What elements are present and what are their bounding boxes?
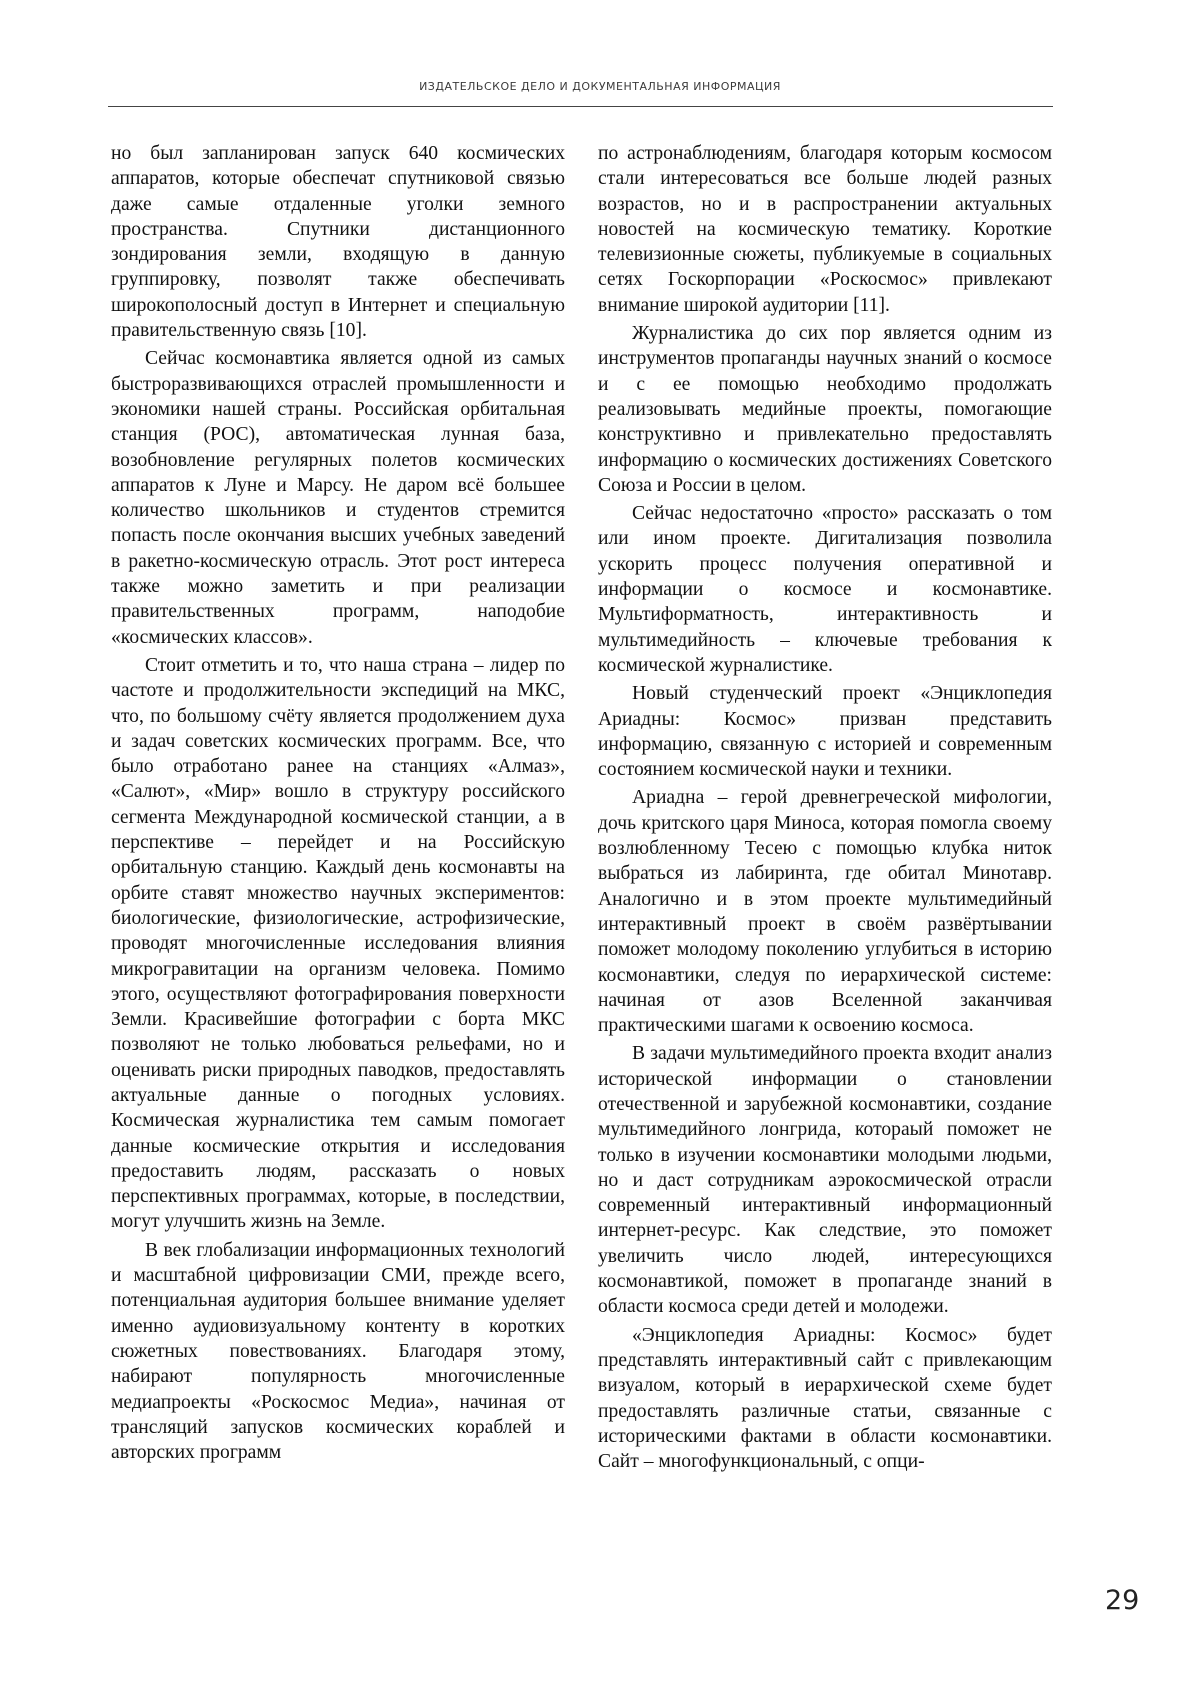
paragraph: Ариадна – герой древнегреческой мифологии, дочь критского царя Миноса, которая помогла своему возлюбленному Тесею с помощью клубка ниток выбраться из лабиринта, где обитал Минотавр. Аналогично и в этом проекте мультимедийный интерактивный проект в своём развёртывании поможет молодому поколению углубиться в историю космонавтики, следуя по иерархической системе: начиная от азов Вселенной заканчивая практическими шагами к освоению космоса.	[598, 787, 1052, 1037]
paragraph: Стоит отметить и то, что наша страна – лидер по частоте и продолжительности экспедиций на МКС, что, по большому счёту является продолжением духа и задач советских космических программ. Все, что было отработано ранее на станциях «Алмаз», «Салют», «Мир» вошло в структуру российского сегмента Международной космической станции, а в перспективе – перейдет и на Российскую орбитальную станцию. Каждый день космонавты на орбите ставят множество научных экспериментов: биологические, физиологические, астрофизические, проводят многочисленные исследования влияния микрогравитации на организм человека. Помимо этого, осуществляют фотографирования поверхности Земли. Красивейшие фотографии с борта МКС позволяют не только любоваться рельефами, но и оценивать риски природных паводков, предоставлять актуальные данные о погодных условиях. Космическая журналистика тем самым помогает данные космические открытия и исследования предоставить людям, рассказать о новых перспективных программах, которые, в последствии, могут улучшить жизнь на Земле.	[111, 654, 565, 1233]
running-title: ИЗДАТЕЛЬСКОЕ ДЕЛО И ДОКУМЕНТАЛЬНАЯ ИНФОРМАЦИЯ	[419, 80, 781, 93]
left-column	[111, 141, 565, 1468]
paragraph: но был запланирован запуск 640 космических аппаратов, которые обеспечат спутниковой связью даже самые отдаленные уголки земного пространства. Спутники дистанционного зондирования земли, входящую в данную группировку, позволят также обеспечивать широкополосный доступ в Интернет и специальную правительственную связь [10].	[111, 143, 565, 342]
header-divider	[108, 106, 1053, 107]
paragraph: В век глобализации информационных технологий и масштабной цифровизации СМИ, прежде всего, потенциальная аудитория большее внимание уделяет именно аудиовизуальному контенту в коротких сюжетных повествованиях. Благодаря этому, набирают популярность многочисленные медиапроекты «Роскосмос Медиа», начиная от трансляций запусков космических кораблей и авторских программ	[111, 1239, 565, 1464]
paragraph: В задачи мультимедийного проекта входит анализ исторической информации о становлении отечественной и зарубежной космонавтики, создание мультимедийного лонгрида, котораый поможет не только в изучении космонавтики молодыми людьми, но и даст сотрудникам аэрокосмической отрасли современный интерактивный информационный интернет-ресурс. Как следствие, это поможет увеличить число людей, интересующихся космонавтикой, поможет в пропаганде знаний в области космоса среди детей и молодежи.	[598, 1043, 1052, 1318]
paragraph: Журналистика до сих пор является одним из инструментов пропаганды научных знаний о космосе и с ее помощью необходимо продолжать реализовывать медийные проекты, помогающие конструктивно и привлекательно предоставлять информацию о космических достижениях Советского Союза и России в целом.	[598, 323, 1052, 496]
paragraph: по астронаблюдениям, благодаря которым космосом стали интересоваться все больше людей разных возрастов, но и в распространении актуальных новостей на космическую тематику. Короткие телевизионные сюжеты, публикуемые в социальных сетях Госкорпорации «Роскосмос» привлекают внимание широкой аудитории [11].	[598, 143, 1052, 316]
page-number: 29	[1105, 1585, 1140, 1616]
paragraph: Новый студенческий проект «Энциклопедия Ариадны: Космос» призван представить информацию, связанную с историей и современным состоянием космической науки и техники.	[598, 683, 1052, 781]
paragraph: Сейчас космонавтика является одной из самых быстроразвивающихся отраслей промышленности и экономики нашей страны. Российская орбитальная станция (РОС), автоматическая лунная база, возобновление регулярных полетов космических аппаратов к Луне и Марсу. Не даром всё большее количество школьников и студентов стремится попасть после окончания высших учебных заведений в ракетно-космическую отрасль. Этот рост интереса также можно заметить и при реализации правительственных программ, наподобие «космических классов».	[111, 348, 565, 648]
right-column	[598, 141, 1052, 1477]
paragraph: «Энциклопедия Ариадны: Космос» будет представлять интерактивный сайт с привлекающим визуалом, который в иерархической схеме будет предоставлять различные статьи, связанные с историческими фактами в области космонавтики. Сайт – многофункциональный, с опци-	[598, 1324, 1052, 1473]
paragraph: Сейчас недостаточно «просто» рассказать о том или ином проекте. Дигитализация позволила ускорить процесс получения оперативной и информации о космосе и космонавтике. Мультиформатность, интерактивность и мультимедийность – ключевые требования к космической журналистике.	[598, 503, 1052, 676]
